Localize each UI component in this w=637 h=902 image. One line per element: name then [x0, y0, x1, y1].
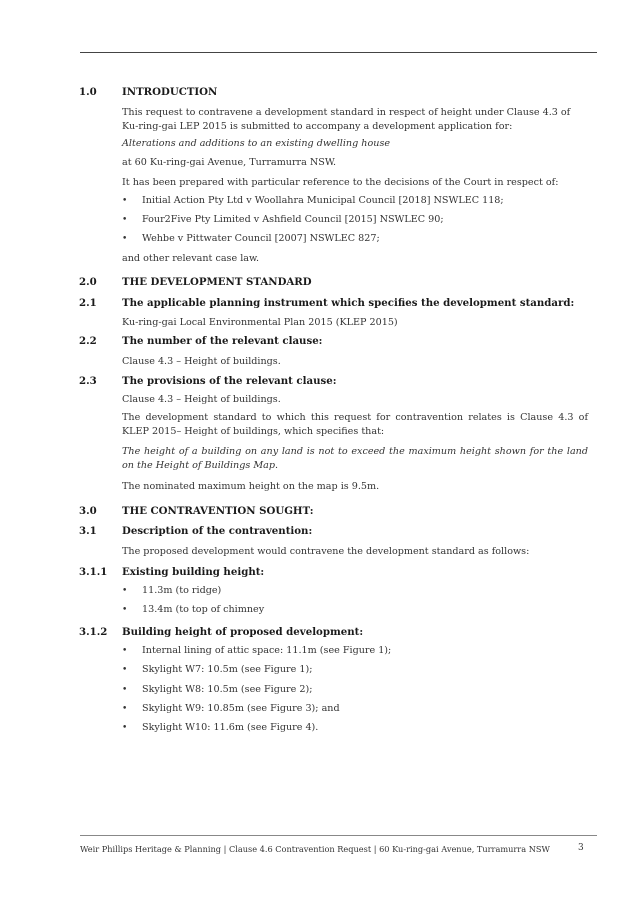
section-heading: THE CONTRAVENTION SOUGHT:	[122, 505, 314, 517]
paragraph: Ku-ring-gai Local Environmental Plan 2015 (KLEP 2015)	[122, 317, 398, 328]
subsection-heading: Building height of proposed development:	[122, 626, 364, 638]
list-item: • Skylight W9: 10.85m (see Figure 3); and	[122, 703, 340, 714]
list-item: • Skylight W10: 11.6m (see Figure 4).	[122, 722, 319, 733]
section-heading: INTRODUCTION	[122, 86, 218, 98]
section-number: 2.0	[79, 276, 97, 288]
list-item: • 11.3m (to ridge)	[122, 585, 222, 596]
paragraph: This request to contravene a development standard in respect of height under Clause 4.3 of Ku-ring-gai LEP 2015 is submitted to accompany a development application for:	[122, 107, 571, 132]
list-item: • Skylight W7: 10.5m (see Figure 1);	[122, 664, 313, 675]
footer-rule	[80, 835, 597, 836]
subsection-number: 2.1	[79, 297, 97, 309]
list-item: • Initial Action Pty Ltd v Woollahra Municipal Council [2018] NSWLEC 118;	[122, 195, 504, 206]
subsection-heading: The applicable planning instrument which specifies the development standard:	[122, 297, 575, 309]
section-number: 1.0	[79, 86, 97, 98]
header-rule	[80, 52, 597, 53]
list-item: • Four2Five Pty Limited v Ashfield Council [2015] NSWLEC 90;	[122, 214, 444, 225]
subsection-number: 3.1.2	[79, 626, 108, 638]
paragraph: The nominated maximum height on the map is 9.5m.	[122, 481, 380, 492]
page-footer: Weir Phillips Heritage & Planning | Clause 4.6 Contravention Request | 60 Ku-ring-gai Avenue, Turramurra NSW	[80, 844, 550, 854]
subsection-number: 3.1	[79, 525, 97, 537]
paragraph: and other relevant case law.	[122, 253, 260, 264]
subsection-heading: Description of the contravention:	[122, 525, 313, 537]
list-item: • 13.4m (to top of chimney	[122, 604, 265, 615]
subsection-heading: Existing building height:	[122, 566, 265, 578]
subsection-heading: The provisions of the relevant clause:	[122, 375, 337, 387]
list-item: • Skylight W8: 10.5m (see Figure 2);	[122, 684, 313, 695]
subsection-number: 2.3	[79, 375, 97, 387]
subsection-heading: The number of the relevant clause:	[122, 335, 323, 347]
paragraph: at 60 Ku-ring-gai Avenue, Turramurra NSW.	[122, 157, 337, 168]
page-number: 3	[578, 843, 584, 853]
list-item: • Wehbe v Pittwater Council [2007] NSWLEC 827;	[122, 233, 380, 244]
quoted-standard: The height of a building on any land is not to exceed the maximum height shown for the land on the Height of Buildings Map.	[122, 446, 588, 471]
paragraph: It has been prepared with particular reference to the decisions of the Court in respect of:	[122, 177, 559, 188]
paragraph: The proposed development would contravene the development standard as follows:	[122, 546, 530, 557]
paragraph-italic: Alterations and additions to an existing dwelling house	[122, 138, 391, 149]
list-item: • Internal lining of attic space: 11.1m (see Figure 1);	[122, 645, 392, 656]
section-number: 3.0	[79, 505, 97, 517]
subsection-number: 2.2	[79, 335, 97, 347]
paragraph: Clause 4.3 – Height of buildings.	[122, 394, 281, 405]
paragraph: The development standard to which this request for contravention relates is Clause 4.3 of KLEP 2015– Height of buildings, which specifies that:	[122, 412, 588, 437]
section-heading: THE DEVELOPMENT STANDARD	[122, 276, 312, 288]
subsection-number: 3.1.1	[79, 566, 108, 578]
paragraph: Clause 4.3 – Height of buildings.	[122, 356, 281, 367]
